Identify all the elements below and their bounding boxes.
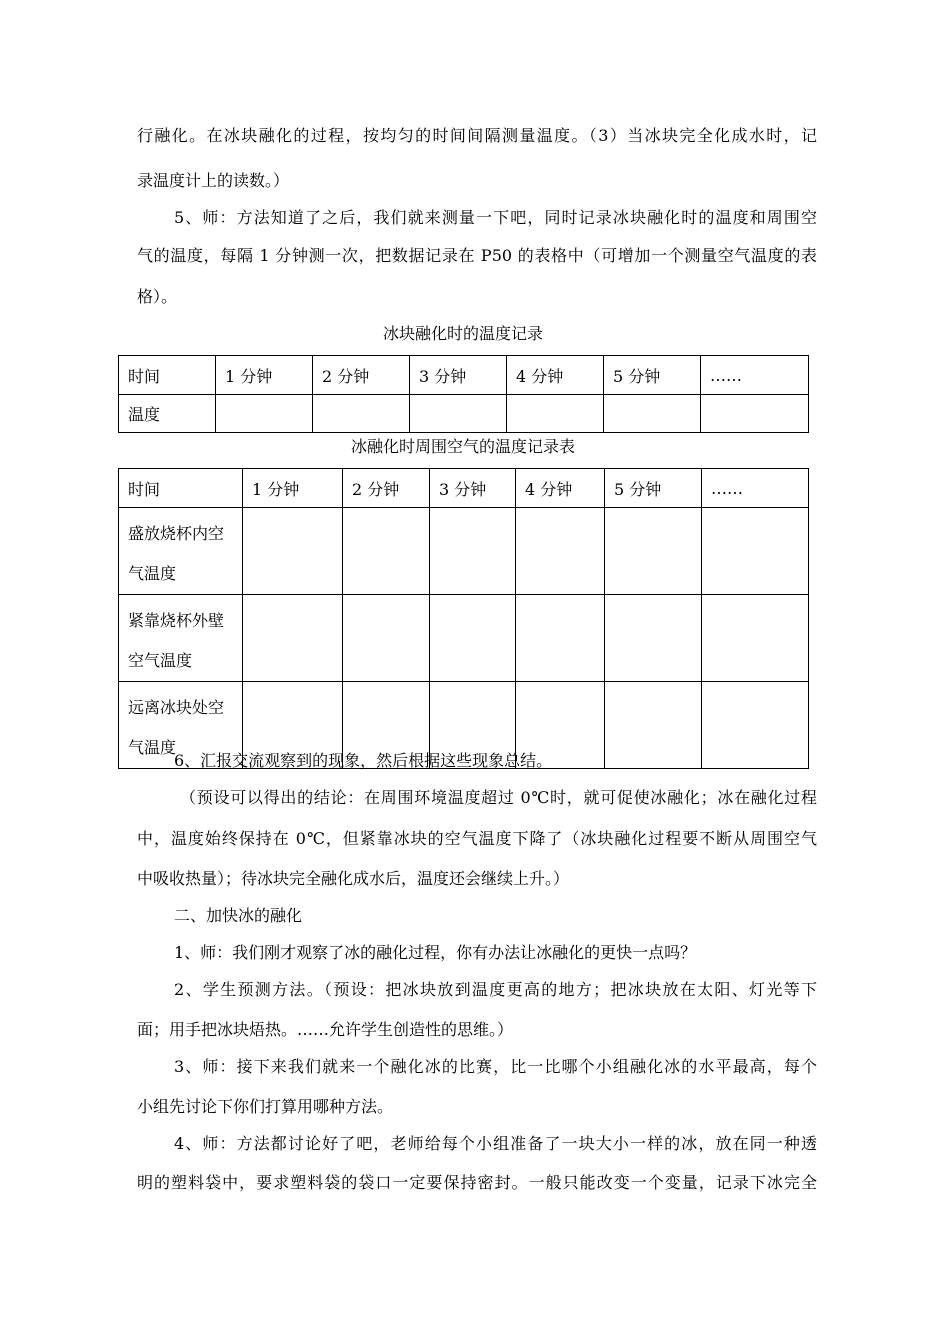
ice-temperature-table	[118, 355, 809, 433]
row-label-line: 空气温度	[128, 651, 193, 670]
empty-cell	[516, 508, 605, 595]
row-label-line: 盛放烧杯内空	[128, 524, 225, 543]
row-label-line: 远离冰块处空	[128, 698, 225, 717]
paragraph-line: 面；用手把冰块焐热。……允许学生创造性的思维。）	[137, 1020, 514, 1039]
paragraph-line: 气的温度，每隔 1 分钟测一次，把数据记录在 P50 的表格中（可增加一个测量空气温度的表	[137, 246, 817, 265]
empty-cell	[605, 508, 702, 595]
section-heading: 二、加快冰的融化	[174, 906, 303, 925]
paragraph-line: 3、师：接下来我们就来一个融化冰的比赛，比一比哪个小组融化冰的水平最高，每个	[174, 1057, 817, 1076]
header-cell: 时间	[119, 356, 216, 395]
paragraph-line: 中吸收热量）；待冰块完全融化成水后，温度还会继续上升。）	[137, 869, 570, 888]
header-cell: 1 分钟	[216, 356, 313, 395]
table-row	[119, 595, 809, 682]
paragraph-line: 6、汇报交流观察到的现象，然后根据这些现象总结。	[174, 751, 553, 770]
header-cell: 5 分钟	[605, 469, 702, 508]
row-label	[119, 508, 243, 595]
empty-cell	[604, 395, 701, 433]
empty-cell	[702, 595, 809, 682]
row-label	[119, 595, 243, 682]
paragraph-line: 2、学生预测方法。（预设：把冰块放到温度更高的地方；把冰块放在太阳、灯光等下	[174, 980, 817, 999]
paragraph-line: （预设可以得出的结论：在周围环境温度超过 0℃时，就可促使冰融化；冰在融化过程	[180, 788, 817, 807]
row-label-line: 紧靠烧杯外壁	[128, 611, 225, 630]
empty-cell	[430, 508, 516, 595]
header-cell: 2 分钟	[343, 469, 430, 508]
row-label-line: 气温度	[128, 564, 177, 583]
empty-cell	[410, 395, 507, 433]
empty-cell	[343, 508, 430, 595]
paragraph-line: 行融化。在冰块融化的过程，按均匀的时间间隔测量温度。（3）当冰块完全化成水时，记	[137, 126, 817, 145]
empty-cell	[430, 595, 516, 682]
empty-cell	[702, 508, 809, 595]
table-row	[119, 508, 809, 595]
table-header-row	[119, 356, 809, 395]
table-header-row	[119, 469, 809, 508]
empty-cell	[216, 395, 313, 433]
header-cell: ……	[701, 356, 809, 395]
row-label-line: 气温度	[128, 738, 177, 757]
table1-caption: 冰块融化时的温度记录	[382, 324, 543, 343]
row-label: 温度	[119, 395, 216, 433]
table2-caption: 冰融化时周围空气的温度记录表	[350, 437, 575, 456]
empty-cell	[507, 395, 604, 433]
paragraph-line: 格）。	[137, 287, 178, 306]
empty-cell	[516, 595, 605, 682]
paragraph-line: 小组先讨论下你们打算用哪种方法。	[137, 1097, 394, 1116]
header-cell: 5 分钟	[604, 356, 701, 395]
air-temperature-table	[118, 468, 809, 769]
table-row	[119, 395, 809, 433]
header-cell: 4 分钟	[516, 469, 605, 508]
empty-cell	[605, 595, 702, 682]
paragraph-line: 4、师：方法都讨论好了吧，老师给每个小组准备了一块大小一样的冰，放在同一种透	[174, 1134, 817, 1153]
empty-cell	[343, 595, 430, 682]
header-cell: 时间	[119, 469, 243, 508]
empty-cell	[243, 595, 343, 682]
header-cell: 3 分钟	[430, 469, 516, 508]
paragraph-line: 1、师：我们刚才观察了冰的融化过程，你有办法让冰融化的更快一点吗？	[174, 943, 697, 962]
header-cell: ……	[702, 469, 809, 508]
paragraph-line: 明的塑料袋中，要求塑料袋的袋口一定要保持密封。一般只能改变一个变量，记录下冰完全	[137, 1173, 817, 1192]
header-cell: 2 分钟	[313, 356, 410, 395]
header-cell: 3 分钟	[410, 356, 507, 395]
paragraph-line: 中，温度始终保持在 0℃，但紧靠冰块的空气温度下降了（冰块融化过程要不断从周围空气	[137, 829, 817, 848]
paragraph-line: 录温度计上的读数。）	[137, 171, 290, 190]
header-cell: 1 分钟	[243, 469, 343, 508]
empty-cell	[243, 508, 343, 595]
empty-cell	[313, 395, 410, 433]
header-cell: 4 分钟	[507, 356, 604, 395]
paragraph-line: 5、师：方法知道了之后，我们就来测量一下吧，同时记录冰块融化时的温度和周围空	[174, 208, 817, 227]
empty-cell	[701, 395, 809, 433]
